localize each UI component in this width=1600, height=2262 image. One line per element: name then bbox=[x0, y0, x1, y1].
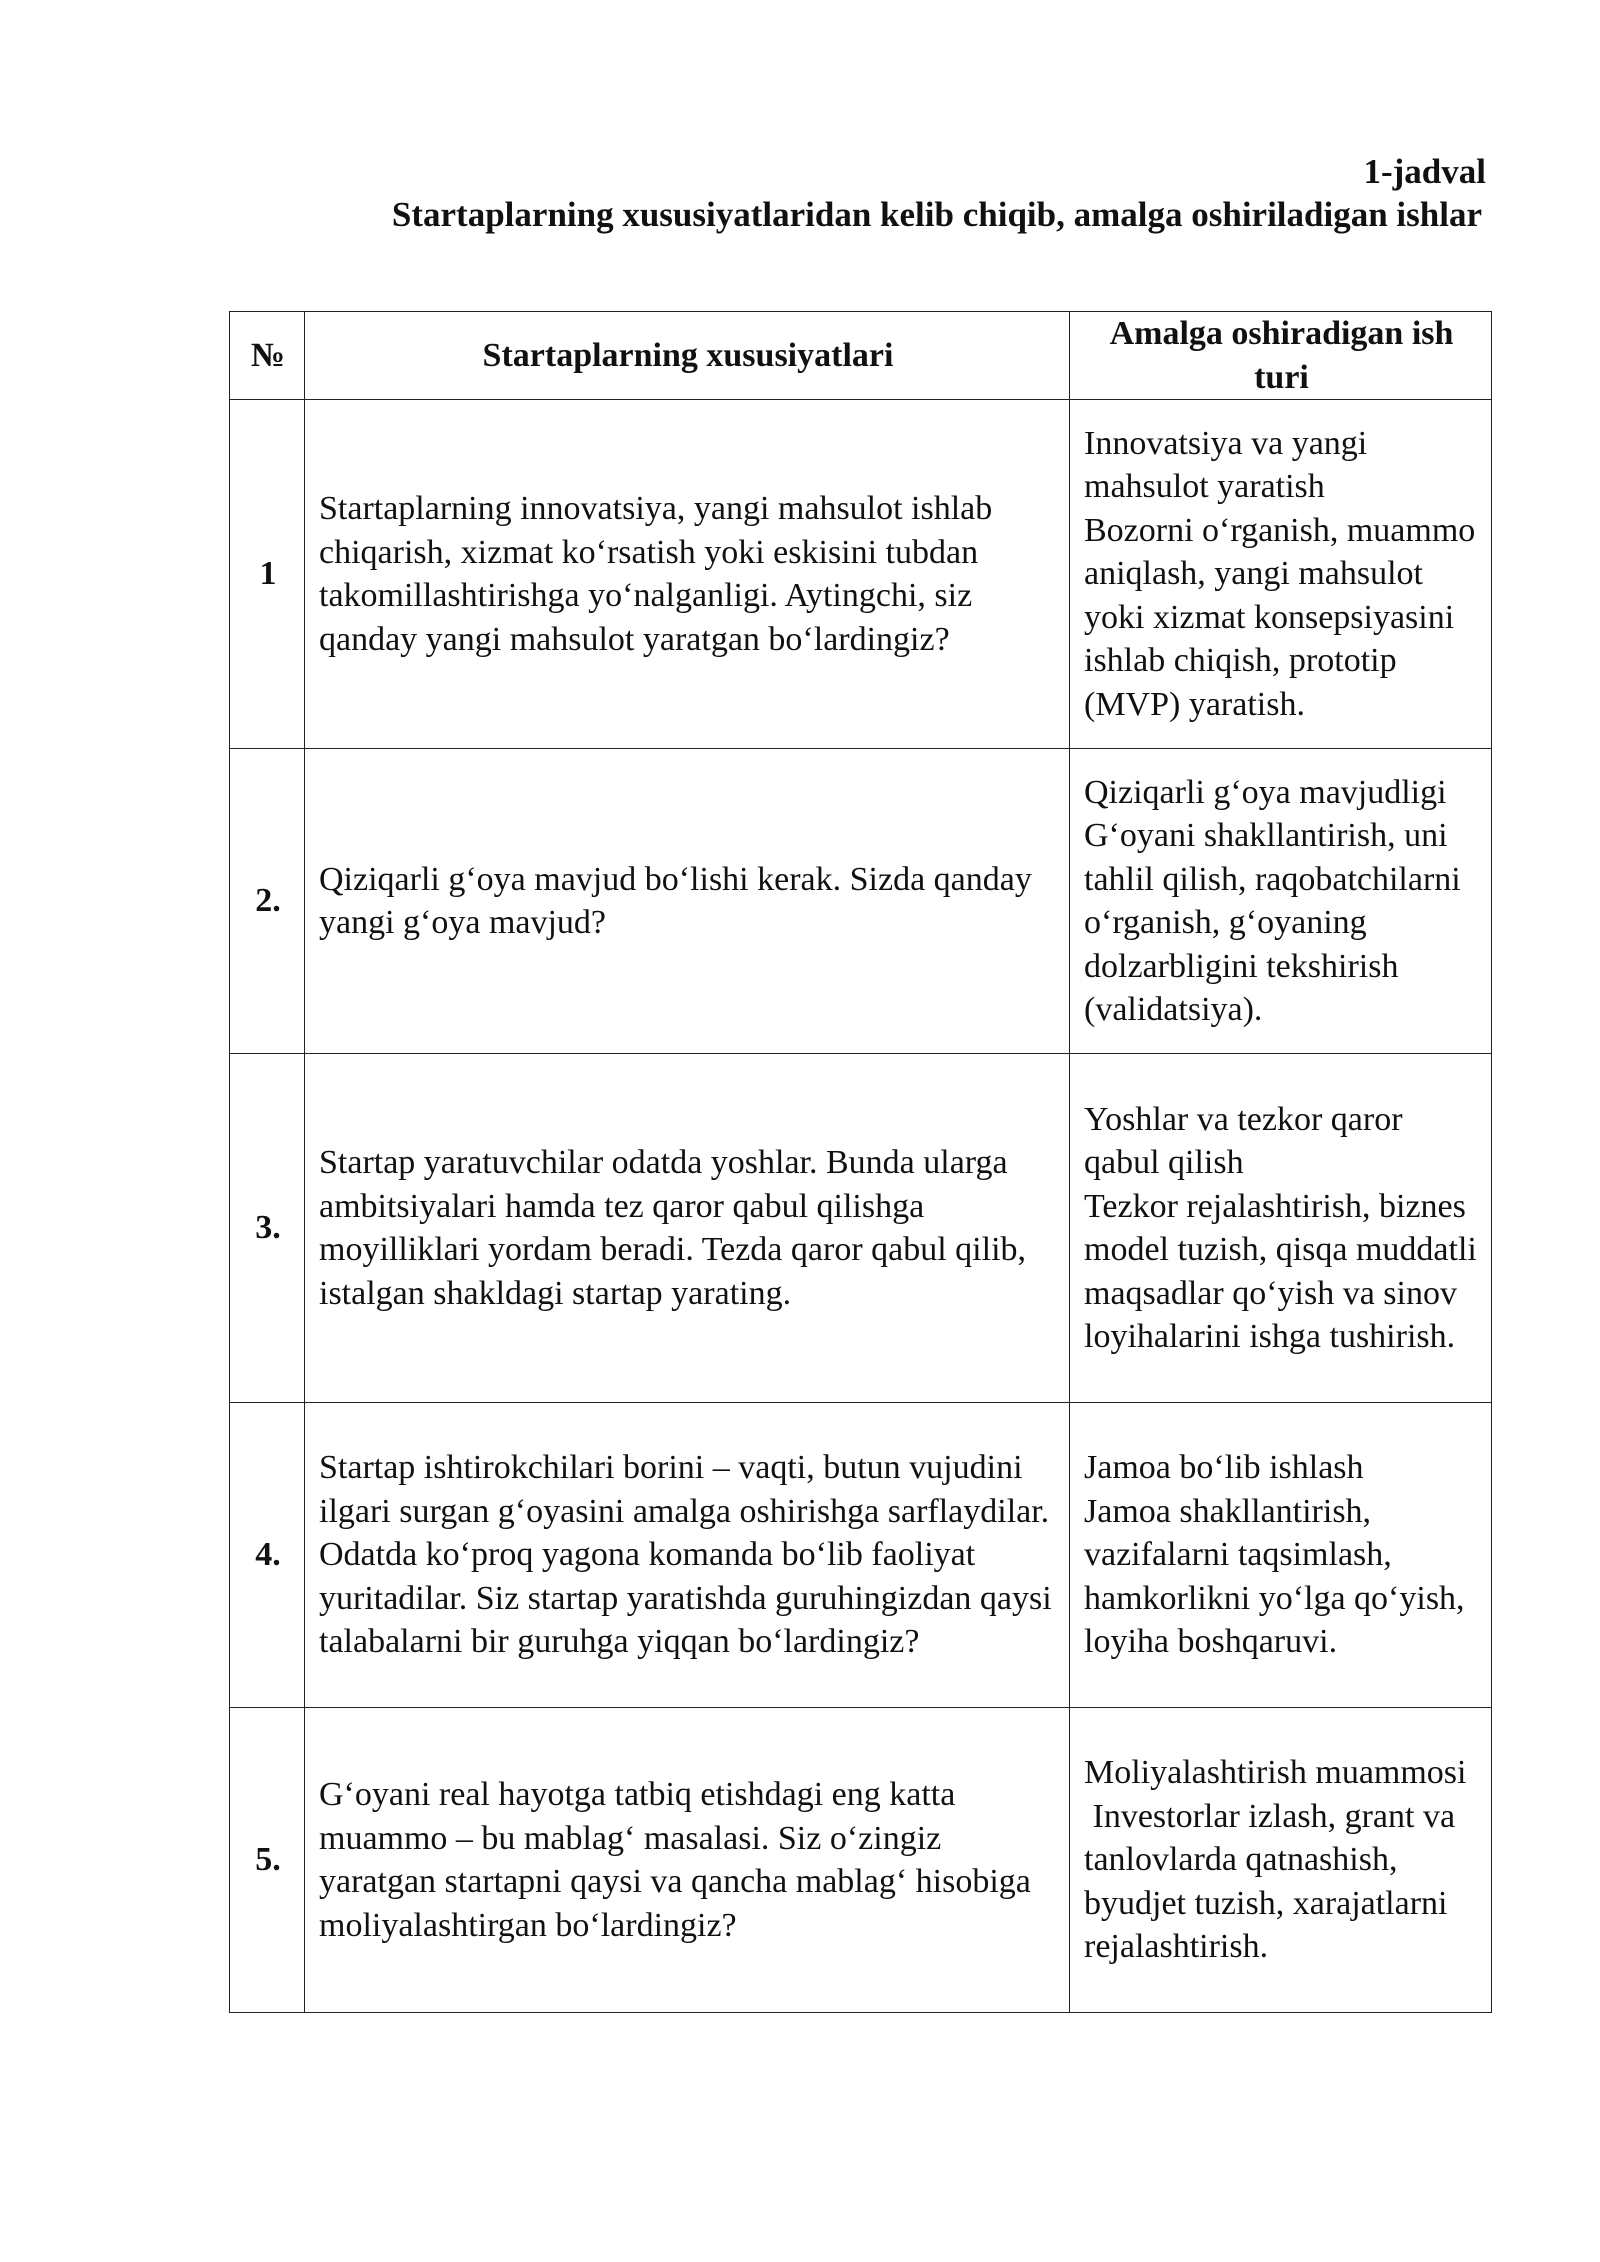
row-work: Qiziqarli g‘oya mavjudligi G‘oyani shakllantirish, uni tahlil qilish, raqobatchilarni o‘rganish, g‘oyaning dolzarbligini tekshirish (validatsiya). bbox=[1070, 749, 1492, 1054]
row-feature: G‘oyani real hayotga tatbiq etishdagi eng katta muammo – bu mablag‘ masalasi. Siz o‘zingiz yaratgan startapni qaysi va qancha mablag‘ hisobiga moliyalashtirgan bo‘lardingiz? bbox=[305, 1708, 1070, 2013]
row-number: 3. bbox=[230, 1054, 305, 1403]
table-row bbox=[230, 1403, 1492, 1708]
row-feature: Startap ishtirokchilari borini – vaqti, butun vujudini ilgari surgan g‘oyasini amalga oshirishga sarflaydilar. Odatda ko‘proq yagona komanda bo‘lib faoliyat yuritadilar. Siz startap yaratishda guruhingizdan qaysi talabalarni bir guruhga yiqqan bo‘lardingiz? bbox=[305, 1403, 1070, 1708]
row-feature: Startap yaratuvchilar odatda yoshlar. Bunda ularga ambitsiyalari hamda tez qaror qabul qilishga moyilliklari yordam beradi. Tezda qaror qabul qilib, istalgan shakldagi startap yarating. bbox=[305, 1054, 1070, 1403]
table-title: Startaplarning xususiyatlaridan kelib chiqib, amalga oshiriladigan ishlar bbox=[391, 195, 1482, 234]
row-number: 4. bbox=[230, 1403, 305, 1708]
row-work: Moliyalashtirish muammosi Investorlar izlash, grant va tanlovlarda qatnashish, byudjet tuzish, xarajatlarni rejalashtirish. bbox=[1070, 1708, 1492, 2013]
row-feature: Startaplarning innovatsiya, yangi mahsulot ishlab chiqarish, xizmat ko‘rsatish yoki eskisini tubdan takomillashtirishga yo‘nalganligi. Aytingchi, siz qanday yangi mahsulot yaratgan bo‘lardingiz? bbox=[305, 400, 1070, 749]
table-row bbox=[230, 749, 1492, 1054]
table-row bbox=[230, 400, 1492, 749]
header-work-type: Amalga oshiradigan ish turi bbox=[1070, 312, 1492, 400]
header-number: № bbox=[230, 312, 305, 400]
table-header-row bbox=[230, 312, 1492, 400]
row-work: Jamoa bo‘lib ishlash Jamoa shakllantirish, vazifalarni taqsimlash, hamkorlikni yo‘lga qo‘yish, loyiha boshqaruvi. bbox=[1070, 1403, 1492, 1708]
header-features: Startaplarning xususiyatlari bbox=[305, 312, 1070, 400]
table-label: 1-jadval bbox=[1363, 152, 1486, 191]
row-work: Innovatsiya va yangi mahsulot yaratish Bozorni o‘rganish, muammo aniqlash, yangi mahsulot yoki xizmat konsepsiyasini ishlab chiqish, prototip (MVP) yaratish. bbox=[1070, 400, 1492, 749]
table-row bbox=[230, 1054, 1492, 1403]
table-row bbox=[230, 1708, 1492, 2013]
row-number: 1 bbox=[230, 400, 305, 749]
row-number: 2. bbox=[230, 749, 305, 1054]
row-feature: Qiziqarli g‘oya mavjud bo‘lishi kerak. Sizda qanday yangi g‘oya mavjud? bbox=[305, 749, 1070, 1054]
row-number: 5. bbox=[230, 1708, 305, 2013]
startup-features-table bbox=[229, 311, 1492, 2013]
row-work: Yoshlar va tezkor qaror qabul qilish Tezkor rejalashtirish, biznes model tuzish, qisqa muddatli maqsadlar qo‘yish va sinov loyihalarini ishga tushirish. bbox=[1070, 1054, 1492, 1403]
